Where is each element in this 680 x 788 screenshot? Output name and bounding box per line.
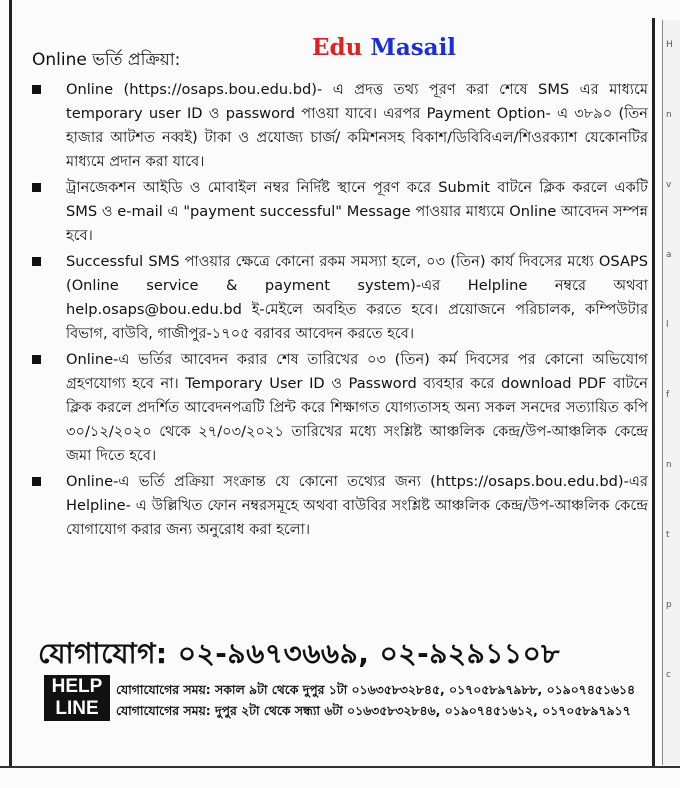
instruction-list — [30, 78, 648, 544]
instruction-item — [30, 176, 648, 248]
edge-fragment: f — [666, 390, 670, 400]
helpline-badge-line2: LINE — [55, 698, 99, 719]
instruction-item — [30, 470, 648, 542]
edge-fragment: n — [666, 460, 672, 470]
edge-fragment: c — [666, 670, 671, 680]
instruction-text: Online-এ ভর্তির আবেদন করার শেষ তারিখের ০৩ (তিন) কর্ম দিবসের পর কোনো অভিযোগ গ্রহণযোগ্য হবে না। Temporary User ID ও Password ব্যবহার করে download PDF বাটনে ক্লিক করলে প্রদর্শিত আবেদনপত্রটি প্রিন্ট করে শিক্ষাগত যোগ্যতাসহ অন্য সকল সনদের সত্যায়িত কপি ৩০/১২/২০২০ থেকে ২৭/০৩/২০২১ তারিখের মধ্যে সংশ্লিষ্ট আঞ্চলিক কেন্দ্র/উপ-আঞ্চলিক কেন্দ্রে জমা দিতে হবে। — [66, 351, 648, 464]
bullet-square-icon — [32, 85, 41, 94]
left-border-line — [9, 0, 12, 768]
bottom-border-line — [0, 766, 680, 768]
helpline-morning-hours: যোগাযোগের সময়: সকাল ৯টা থেকে দুপুর ১টা ০১৬৩৫৮৩২৮৪৫, ০১৭০৫৮৯৭৯৮৮, ০১৯০৭৪৫১৬১৪ — [116, 682, 636, 697]
edge-fragment: l — [666, 320, 669, 330]
bullet-square-icon — [32, 257, 41, 266]
bullet-square-icon — [32, 183, 41, 192]
instruction-text: Online (https://osaps.bou.edu.bd)- এ প্রদত্ত তথ্য পূরণ করা শেষে SMS এর মাধ্যমে temporary user ID ও password পাওয়া যাবে। এরপর Payment Option- এ ৩৮৯০ (তিন হাজার আটশত নব্বই) টাকা ও প্রযোজ্য চার্জ/ কমিশনসহ বিকাশ/ডিবিবিএল/শিওরক্যাশ যেকোনটির মাধ্যমে প্রদান করা যাবে। — [66, 81, 648, 170]
edge-fragment: n — [666, 110, 672, 120]
instruction-item — [30, 250, 648, 346]
instruction-item — [30, 348, 648, 468]
bullet-square-icon — [32, 477, 41, 486]
instruction-item — [30, 78, 648, 174]
edge-fragment: H — [666, 40, 673, 50]
instruction-text: Successful SMS পাওয়ার ক্ষেত্রে কোনো রকম সমস্যা হলে, ০৩ (তিন) কার্য দিবসের মধ্যে OSAPS (Online service & payment system)-এর Helpline নম্বরে অথবা help.osaps@bou.edu.bd ই-মেইলে অবহিত করতে হবে। প্রয়োজনে পরিচালক, কম্পিউটার বিভাগ, বাউবি, গাজীপুর-১৭০৫ বরাবর আবেদন করতে হবে। — [66, 253, 648, 342]
edge-fragment: v — [666, 180, 672, 190]
watermark — [312, 34, 456, 61]
contact-phone-numbers: যোগাযোগ: ০২-৯৬৭৩৬৬৯, ০২-৯২৯১১০৮ — [38, 637, 560, 670]
helpline-badge-line1: HELP — [51, 676, 103, 697]
instruction-text: ট্রানজেকশন আইডি ও মোবাইল নম্বর নির্দিষ্ট স্থানে পূরণ করে Submit বাটনে ক্লিক করলে একটি SMS ও e-mail এ "payment successful" Message পাওয়ার মাধ্যমে Online আবেদন সম্পন্ন হবে। — [66, 179, 648, 244]
edge-fragment: p — [666, 600, 672, 610]
edge-fragment: a — [666, 250, 672, 260]
right-border-line — [652, 18, 655, 766]
adjacent-column-edge — [662, 20, 680, 765]
bullet-square-icon — [32, 355, 41, 364]
watermark-masail: Masail — [370, 34, 457, 61]
section-heading: Online ভর্তি প্রক্রিয়া: — [32, 50, 181, 70]
helpline-afternoon-hours: যোগাযোগের সময়: দুপুর ২টা থেকে সন্ধ্যা ৬টা ০১৬৩৫৮৩২৮৪৬, ০১৯০৭৪৫১৬১২, ০১৭০৫৮৯৭৯১৭ — [116, 703, 631, 718]
instruction-text: Online-এ ভর্তি প্রক্রিয়া সংক্রান্ত যে কোনো তথ্যের জন্য (https://osaps.bou.edu.bd)-এর Helpline- এ উল্লিখিত ফোন নম্বরসমূহে অথবা বাউবির সংশ্লিষ্ট আঞ্চলিক কেন্দ্র/উপ-আঞ্চলিক কেন্দ্রে যোগাযোগ করার জন্য অনুরোধ করা হলো। — [66, 473, 648, 538]
edge-fragment: t — [666, 530, 670, 540]
helpline-badge — [44, 675, 110, 721]
watermark-edu: Edu — [312, 34, 363, 61]
